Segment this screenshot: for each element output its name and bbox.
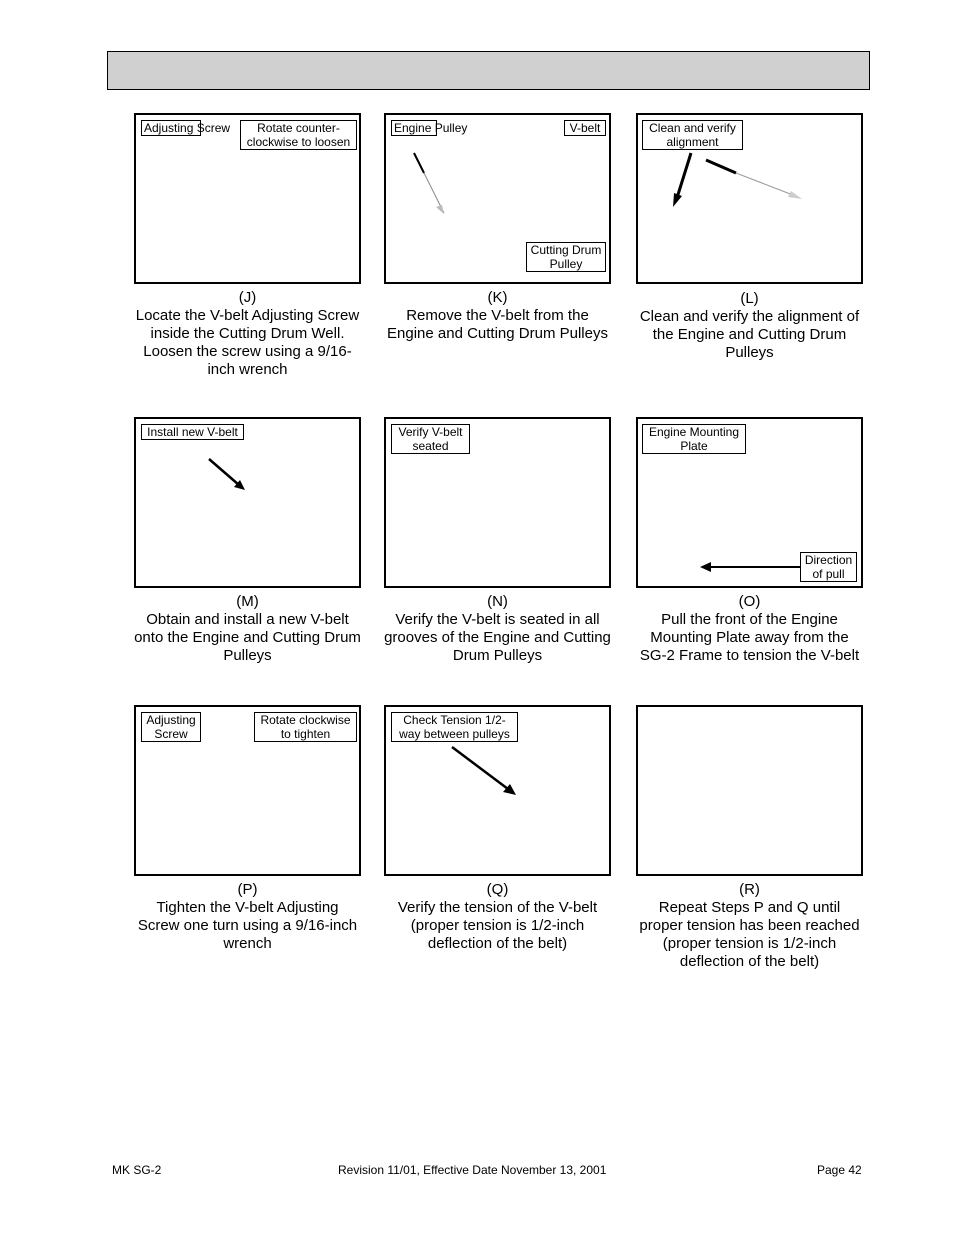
figure-panel-l (636, 113, 863, 284)
caption-p (134, 881, 361, 953)
figure-panel-n (384, 417, 611, 588)
header-bar (107, 51, 870, 90)
caption-letter: (O) (738, 593, 761, 610)
caption-letter: (L) (740, 290, 759, 307)
caption-letter: (P) (237, 881, 258, 898)
caption-text: Locate the V-belt Adjusting Screw inside the Cutting Drum Well. Loosen the screw using a 9/16-inch wrench (135, 307, 360, 378)
caption-k (384, 289, 611, 343)
caption-letter: (N) (487, 593, 508, 610)
callout-check-tension: Check Tension 1/2-way between pulleys (391, 712, 518, 742)
footer-page-number: Page 42 (817, 1163, 862, 1177)
callout-rotate-cw: Rotate clockwise to tighten (254, 712, 357, 742)
callout-clean-verify: Clean and verify alignment (642, 120, 743, 150)
figure-panel-m (134, 417, 361, 588)
caption-q (384, 881, 611, 953)
figure-panel-k (384, 113, 611, 284)
footer-document-id: MK SG-2 (112, 1163, 162, 1177)
callout-direction-of-pull: Direction of pull (800, 552, 857, 582)
figure-panel-j (134, 113, 361, 284)
caption-text: Verify the tension of the V-belt (proper tension is 1/2-inch deflection of the belt) (397, 899, 598, 952)
figure-panel-q (384, 705, 611, 876)
callout-v-belt: V-belt (564, 120, 606, 136)
callout-adjusting-screw: Adjusting Screw (141, 120, 201, 136)
callout-engine-pulley: Engine Pulley (391, 120, 437, 136)
caption-j (134, 289, 361, 379)
figure-panel-p (134, 705, 361, 876)
footer-revision: Revision 11/01, Effective Date November 13, 2001 (338, 1163, 607, 1177)
caption-text: Verify the V-belt is seated in all grooves of the Engine and Cutting Drum Pulleys (384, 611, 611, 664)
caption-letter: (J) (238, 289, 257, 306)
callout-verify-v-belt-seated: Verify V-belt seated (391, 424, 470, 454)
callout-adjusting-screw: Adjusting Screw (141, 712, 201, 742)
callout-cutting-drum-pulley: Cutting Drum Pulley (526, 242, 606, 272)
caption-n (384, 593, 611, 665)
caption-m (134, 593, 361, 665)
caption-text: Obtain and install a new V-belt onto the Engine and Cutting Drum Pulleys (134, 611, 361, 664)
callout-engine-mounting-plate: Engine Mounting Plate (642, 424, 746, 454)
install-arrow-graphic (136, 419, 359, 586)
caption-o (636, 593, 863, 665)
caption-l (636, 290, 863, 362)
caption-letter: (M) (236, 593, 259, 610)
caption-r (636, 881, 863, 971)
callout-install-new-v-belt: Install new V-belt (141, 424, 244, 440)
caption-text: Clean and verify the alignment of the Engine and Cutting Drum Pulleys (639, 308, 860, 361)
caption-letter: (Q) (486, 881, 509, 898)
caption-text: Repeat Steps P and Q until proper tension has been reached (proper tension is 1/2-inch deflection of the belt) (639, 899, 860, 970)
figure-panel-r (636, 705, 863, 876)
caption-text: Tighten the V-belt Adjusting Screw one turn using a 9/16-inch wrench (137, 899, 358, 952)
caption-letter: (R) (739, 881, 760, 898)
caption-letter: (K) (487, 289, 508, 306)
callout-rotate-ccw: Rotate counter-clockwise to loosen (240, 120, 357, 150)
caption-text: Pull the front of the Engine Mounting Plate away from the SG-2 Frame to tension the V-belt (639, 611, 860, 664)
caption-text: Remove the V-belt from the Engine and Cutting Drum Pulleys (387, 307, 608, 342)
figure-panel-o (636, 417, 863, 588)
